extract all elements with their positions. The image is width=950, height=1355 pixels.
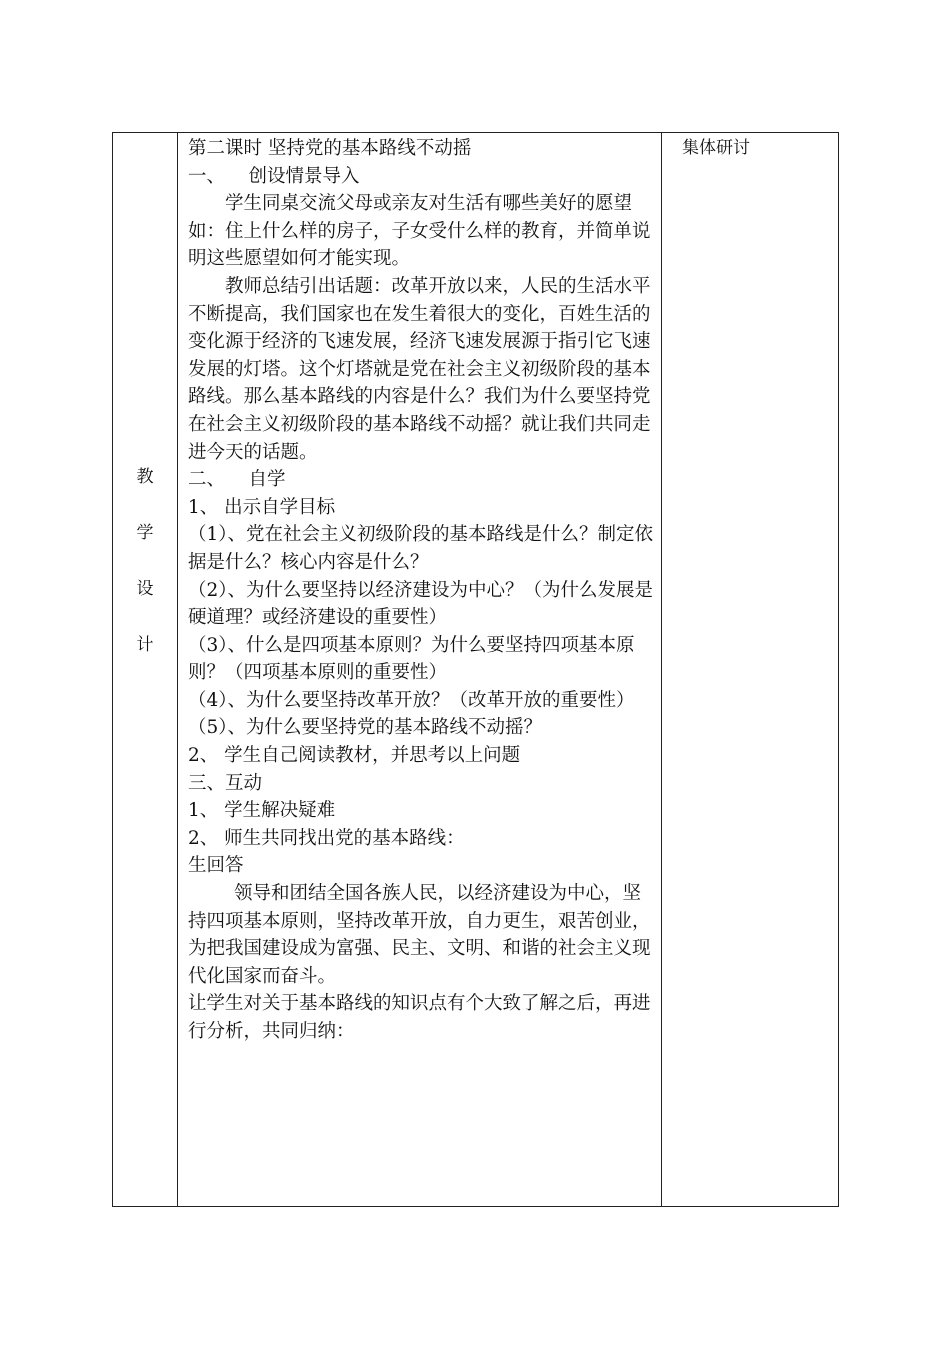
lesson-table xyxy=(112,132,839,1207)
list-item: （5）、为什么要坚持党的基本路线不动摇？ xyxy=(188,717,543,739)
paragraph: 领导和团结全国各族人民，以经济建设为中心，坚持四项基本原则，坚持改革开放，自力更生，艰苦创业，为把我国建设成为富强、民主、文明、和谐的社会主义现代化国家而奋斗。 xyxy=(188,883,651,987)
notes-column xyxy=(661,133,838,1206)
list-item: （1）、党在社会主义初级阶段的基本路线是什么？制定依据是什么？核心内容是什么？ xyxy=(188,524,654,573)
list-item: （4）、为什么要坚持改革开放？（改革开放的重要性） xyxy=(188,689,635,711)
paragraph: 让学生对关于基本路线的知识点有个大致了解之后，再进行分析，共同归纳： xyxy=(188,993,651,1042)
list-item: 1、 学生解决疑难 xyxy=(188,800,336,822)
paragraph: 学生同桌交流父母或亲友对生活有哪些美好的愿望如：住上什么样的房子，子女受什么样的教育，并简单说明这些愿望如何才能实现。 xyxy=(188,193,651,270)
lesson-content xyxy=(188,135,654,1046)
list-item: 2、 师生共同找出党的基本路线： xyxy=(188,827,465,849)
label-char: 学 xyxy=(136,523,154,543)
list-item: 2、 学生自己阅读教材，并思考以上问题 xyxy=(188,745,521,767)
list-item: 1、 出示自学目标 xyxy=(188,496,336,518)
section-heading: 一、 创设情景导入 xyxy=(188,165,360,187)
list-item: （3）、什么是四项基本原则？为什么要坚持四项基本原则？（四项基本原则的重要性） xyxy=(188,634,635,684)
list-item: （2）、为什么要坚持以经济建设为中心？（为什么发展是硬道理？或经济建设的重要性） xyxy=(188,579,654,629)
lesson-title: 第二课时 坚持党的基本路线不动摇 xyxy=(188,138,472,159)
label-char: 计 xyxy=(136,635,154,655)
label-char: 教 xyxy=(136,467,154,487)
paragraph: 生回答 xyxy=(188,855,244,877)
label-column xyxy=(113,133,178,1206)
section-heading: 二、 自学 xyxy=(188,469,286,491)
note-text: 集体研讨 xyxy=(682,138,750,158)
label-char: 设 xyxy=(136,579,154,599)
paragraph: 教师总结引出话题：改革开放以来，人民的生活水平不断提高，我们国家也在发生着很大的变化，百姓生活的变化源于经济的飞速发展，经济飞速发展源于指引它飞速发展的灯塔。这个灯塔就是党在社会主义初级阶段的基本路线。那么基本路线的内容是什么？我们为什么要坚持党在社会主义初级阶段的基本路线不动摇？就让我们共同走进今天的话题。 xyxy=(188,275,651,463)
section-heading: 三、互动 xyxy=(188,772,263,794)
